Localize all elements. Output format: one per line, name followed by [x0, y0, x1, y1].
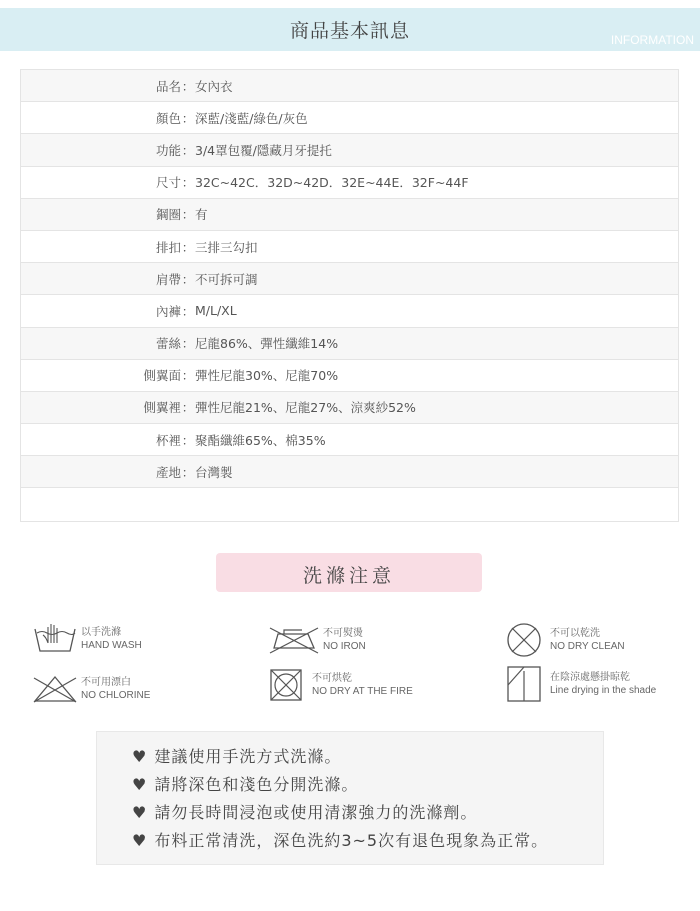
spec-value: 深藍/淺藍/綠色/灰色 — [195, 110, 308, 126]
spec-colon: ： — [181, 142, 195, 158]
heart-icon: ♥ — [132, 831, 148, 850]
spec-row — [21, 360, 678, 392]
care-note-text: 建議使用手洗方式洗滌。 — [154, 747, 342, 766]
spec-row — [21, 167, 678, 199]
spec-row — [21, 102, 678, 134]
no-chlorine-icon — [32, 674, 78, 704]
wash-item-line-dry-shade — [506, 665, 656, 703]
spec-label: 產地 — [155, 464, 181, 480]
spec-colon: ： — [181, 464, 195, 480]
spec-colon: ： — [181, 110, 195, 126]
spec-row — [21, 70, 678, 102]
spec-row — [21, 231, 678, 263]
section-subtitle-en: INFORMATION — [610, 33, 694, 47]
wash-item-no-chlorine — [32, 674, 150, 704]
spec-value: 女內衣 — [195, 78, 233, 94]
spec-value: 彈性尼龍21%、尼龍27%、涼爽紗52% — [195, 400, 416, 416]
heart-icon: ♥ — [132, 803, 148, 822]
spec-label: 側翼裡 — [143, 400, 181, 416]
care-note — [132, 827, 603, 855]
spec-row — [21, 328, 678, 360]
wash-item-hand-wash — [32, 621, 142, 657]
wash-label-zh: 不可以乾洗 — [550, 628, 600, 639]
care-note — [132, 799, 603, 827]
wash-label-zh: 以手洗滌 — [81, 627, 121, 638]
no-iron-icon — [268, 626, 320, 654]
care-note — [132, 771, 603, 799]
spec-colon: ： — [181, 400, 195, 416]
spec-row — [21, 295, 678, 327]
spec-value: 彈性尼龍30%、尼龍70% — [195, 368, 339, 384]
hand-wash-icon — [32, 621, 78, 657]
wash-label-en: HAND WASH — [81, 640, 142, 651]
spec-label: 排扣 — [155, 239, 181, 255]
spec-label: 品名 — [155, 78, 181, 94]
spec-value: 三排三勾扣 — [195, 239, 258, 255]
section-title-info: 商品基本訊息 — [289, 20, 410, 42]
spec-label: 尺寸 — [155, 175, 181, 191]
spec-value: 聚酯纖維65%、棉35% — [195, 432, 326, 448]
wash-label-zh: 不可烘乾 — [312, 673, 352, 684]
spec-label: 顏色 — [155, 110, 181, 126]
spec-row — [21, 263, 678, 295]
spec-label: 蕾絲 — [155, 336, 181, 352]
spec-table — [20, 69, 679, 522]
spec-colon: ： — [181, 175, 195, 191]
line-dry-shade-icon — [506, 665, 542, 703]
wash-label-en: Line drying in the shade — [550, 685, 657, 696]
spec-value: 尼龍86%、彈性纖維14% — [195, 336, 339, 352]
care-note — [132, 743, 603, 771]
spec-colon: ： — [181, 368, 195, 384]
care-note-text: 請勿長時間浸泡或使用清潔強力的洗滌劑。 — [154, 803, 478, 822]
spec-value: 3/4罩包覆/隱藏月牙提托 — [195, 142, 332, 158]
care-note-text: 布料正常清洗，深色洗約3~5次有退色現象為正常。 — [154, 831, 549, 850]
spec-row-empty — [21, 488, 678, 520]
wash-label-en: NO DRY CLEAN — [550, 641, 625, 652]
care-notes-box — [96, 731, 604, 865]
spec-row — [21, 392, 678, 424]
spec-colon: ： — [181, 207, 195, 223]
spec-colon: ： — [181, 303, 195, 319]
section-title-wash: 洗滌注意 — [302, 565, 395, 587]
spec-colon: ： — [181, 239, 195, 255]
spec-row — [21, 199, 678, 231]
wash-label-zh: 不可熨燙 — [323, 628, 363, 639]
spec-colon: ： — [181, 78, 195, 94]
spec-row — [21, 134, 678, 166]
spec-label: 側翼面 — [143, 368, 181, 384]
spec-value: 有 — [195, 207, 208, 223]
care-note-text: 請將深色和淺色分開洗滌。 — [154, 775, 359, 794]
spec-label: 鋼圈 — [155, 207, 181, 223]
spec-value: 不可拆可調 — [195, 271, 258, 287]
wash-label-zh: 在陰涼處懸掛晾乾 — [550, 672, 630, 683]
no-dry-clean-icon — [506, 622, 542, 658]
wash-label-zh: 不可用漂白 — [81, 677, 131, 688]
spec-label: 功能 — [155, 142, 181, 158]
wash-item-no-iron — [268, 626, 366, 654]
heart-icon: ♥ — [132, 775, 148, 794]
wash-label-en: NO IRON — [323, 641, 366, 652]
spec-value: 台灣製 — [195, 464, 233, 480]
heart-icon: ♥ — [132, 747, 148, 766]
spec-colon: ： — [181, 336, 195, 352]
wash-label-en: NO DRY AT THE FIRE — [312, 686, 413, 697]
spec-label: 肩帶 — [155, 271, 181, 287]
wash-label-en: NO CHLORINE — [81, 690, 151, 701]
spec-value: 32C~42C．32D~42D．32E~44E．32F~44F — [195, 175, 469, 191]
wash-item-no-tumble-dry — [268, 667, 413, 703]
spec-row — [21, 424, 678, 456]
spec-row — [21, 456, 678, 488]
spec-colon: ： — [181, 271, 195, 287]
spec-colon: ： — [181, 432, 195, 448]
spec-value: M/L/XL — [195, 303, 237, 319]
spec-label: 杯裡 — [155, 432, 181, 448]
spec-label: 內褲 — [155, 303, 181, 319]
wash-item-no-dry-clean — [506, 622, 625, 658]
no-tumble-dry-icon — [268, 667, 304, 703]
